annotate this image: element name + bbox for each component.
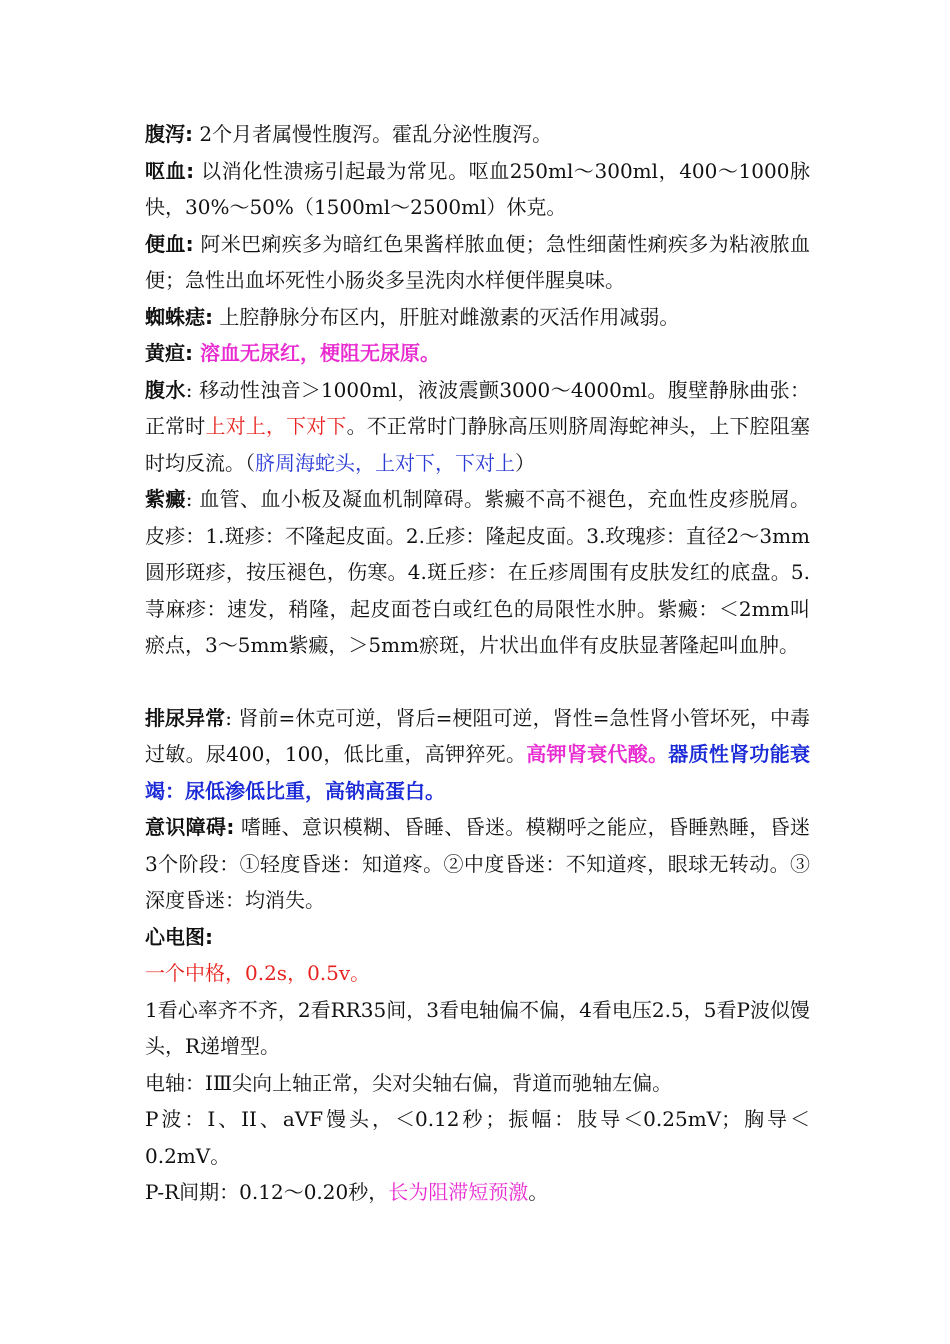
paragraph-ascites: [145, 372, 810, 482]
paragraph-diarrhea: [145, 116, 810, 153]
text-ecg-p-wave: P波：I、II、aVF馒头，＜0.12秒；振幅：肢导＜0.25mV；胸导＜0.2mV。: [145, 1107, 810, 1168]
paragraph-hematemesis: [145, 153, 810, 226]
term-spider-nevus: 蜘蛛痣:: [145, 304, 213, 329]
paragraph-urination: [145, 700, 810, 810]
term-diarrhea: 腹泻:: [145, 122, 193, 146]
text-ecg-steps: 1看心率齐不齐，2看RR35间，3看电轴偏不偏，4看电压2.5，5看P波似馒头，R递增型。: [145, 997, 810, 1058]
highlight-ascites-red: 上对上，下对下: [205, 414, 347, 438]
text-ascites-b: 。不正常时门静脉高压则脐周海蛇神头，上下腔阻塞时均反流。（: [145, 414, 810, 475]
highlight-ecg-pr: 长为阻滞短预激: [388, 1180, 529, 1204]
text-diarrhea: 2个月者属慢性腹泻。霍乱分泌性腹泻。: [193, 122, 553, 146]
term-jaundice: 黄疸:: [145, 341, 193, 365]
text-spider-nevus: 上腔静脉分布区内，肝脏对雌激素的灭活作用减弱。: [213, 304, 680, 329]
highlight-jaundice: 溶血无尿红，梗阻无尿原。: [193, 341, 440, 365]
text-urination: : 肾前=休克可逆，肾后=梗阻可逆，肾性=急性肾小管坏死，中毒过敏。尿400，100，低比重，高钾猝死。: [145, 705, 810, 766]
term-urination: 排尿异常: [145, 705, 226, 730]
term-ecg: 心电图:: [145, 924, 213, 949]
paragraph-hematochezia: [145, 226, 810, 299]
paragraph-purpura: [145, 481, 810, 664]
term-consciousness: 意识障碍:: [145, 815, 235, 839]
text-consciousness: 嗜睡、意识模糊、昏睡、昏迷。模糊呼之能应，昏睡熟睡，昏迷3个阶段：①轻度昏迷：知道疼。②中度昏迷：不知道疼，眼球无转动。③深度昏迷：均消失。: [145, 815, 810, 912]
highlight-urination-blue: 器质性肾功能衰竭：尿低渗低比重，高钠高蛋白。: [145, 742, 811, 803]
text-ascites-a: : 移动性浊音＞1000ml，液波震颤3000～4000ml。腹壁静脉曲张：正常时: [145, 377, 811, 438]
paragraph-ecg-pr: [145, 1174, 810, 1211]
text-ascites-c: ）: [515, 450, 535, 475]
heading-ecg: [145, 919, 810, 956]
document-body: [145, 116, 810, 1211]
text-purpura: : 血管、血小板及凝血机制障碍。紫癜不高不褪色，充血性皮疹脱屑。皮疹：1.斑疹：不隆起皮面。2.丘疹：隆起皮面。3.玫瑰疹：直径2～3mm圆形斑疹，按压褪色，伤寒。4.斑丘疹：在丘疹周围有皮肤发红的底盘。5.荨麻疹：速发，稍隆，起皮面苍白或红色的局限性水肿。紫癜：＜2mm叫瘀点，3～5mm紫癜，＞5mm瘀斑，片状出血伴有皮肤显著隆起叫血肿。: [145, 487, 810, 657]
text-hematochezia: 阿米巴痢疾多为暗红色果酱样脓血便；急性细菌性痢疾多为粘液脓血便；急性出血坏死性小肠炎多呈洗肉水样便伴腥臭味。: [145, 231, 811, 292]
text-hematemesis: 以消化性溃疡引起最为常见。呕血250ml～300ml，400～1000脉快，30%～50%（1500ml～2500ml）休克。: [145, 158, 811, 219]
term-ascites: 腹水: [145, 377, 186, 402]
term-hematochezia: 便血:: [145, 231, 194, 256]
highlight-urination-magenta: 高钾肾衰代酸。: [526, 742, 669, 766]
highlight-ascites-blue: 脐周海蛇头，上对下，下对上: [255, 450, 515, 475]
text-ecg-pr: P-R间期：0.12～0.20秒，: [145, 1180, 389, 1204]
term-hematemesis: 呕血:: [145, 158, 195, 183]
text-ecg-grid: 一个中格，0.2s，0.5v。: [145, 961, 371, 985]
paragraph-consciousness: [145, 809, 810, 919]
paragraph-jaundice: [145, 335, 810, 372]
text-ecg-pr-end: 。: [528, 1180, 549, 1204]
text-ecg-axis: 电轴：ⅠⅢ尖向上轴正常，尖对尖轴右偏，背道而驰轴左偏。: [145, 1070, 673, 1095]
term-purpura: 紫癜: [145, 487, 186, 511]
paragraph-spider-nevus: [145, 299, 810, 336]
